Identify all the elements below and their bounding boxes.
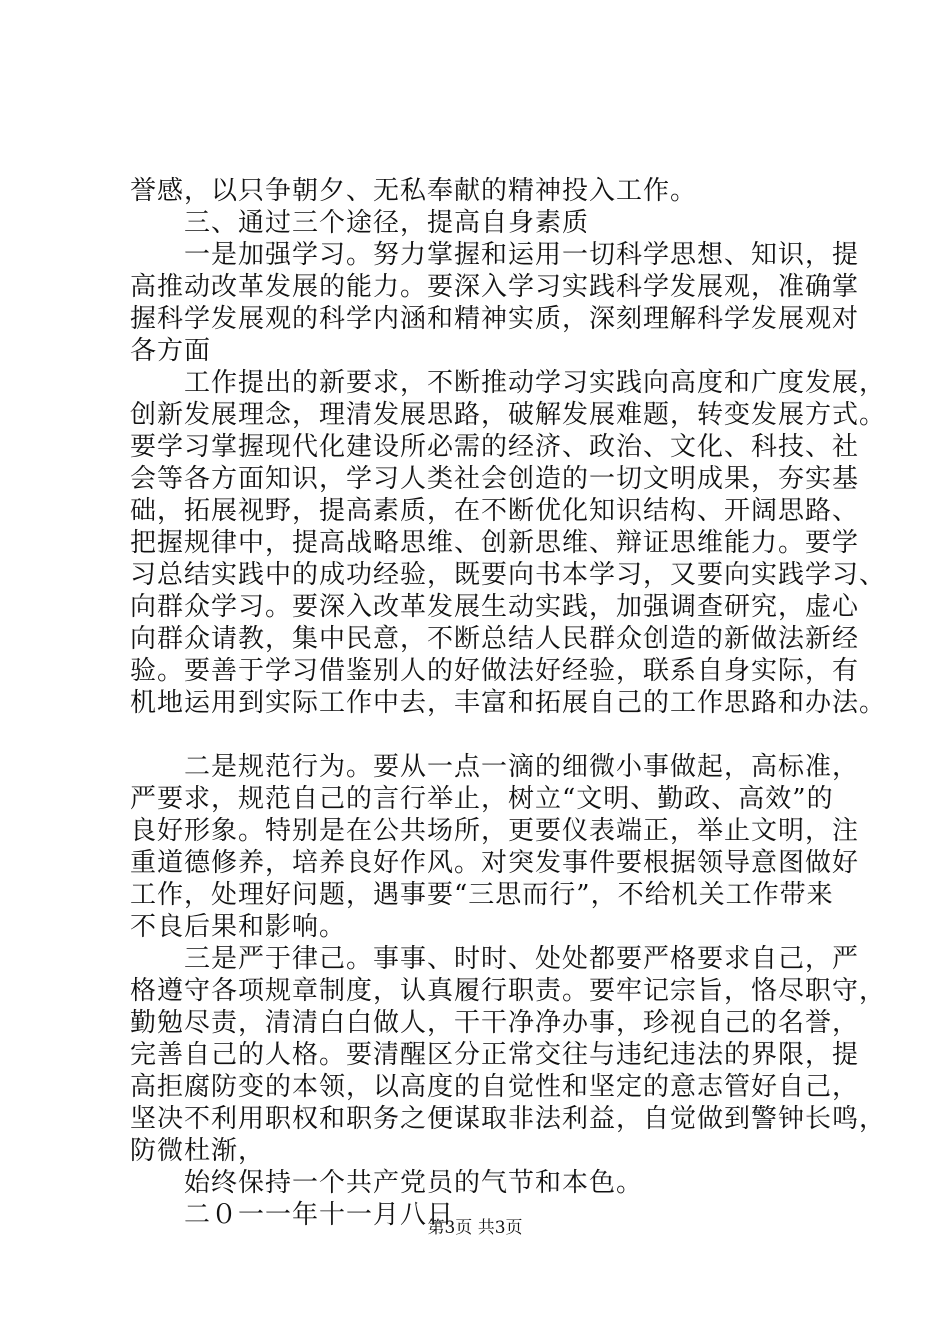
body-line: 础，拓展视野，提高素质，在不断优化知识结构、开阔思路、 [130,496,860,526]
body-line: 良好形象。特别是在公共场所，更要仪表端正，举止文明，注 [130,816,860,846]
body-line: 习总结实践中的成功经验，既要向书本学习，又要向实践学习、 [130,560,887,590]
body-line: 握科学发展观的科学内涵和精神实质，深刻理解科学发展观对 [130,304,860,334]
body-line: 誉感，以只争朝夕、无私奉献的精神投入工作。 [130,176,698,206]
page-number-footer: 第3页 共3页 [427,1218,523,1238]
body-line: 向群众请教，集中民意，不断总结人民群众创造的新做法新经 [130,624,860,654]
body-line: 二是规范行为。要从一点一滴的细微小事做起，高标准， [130,752,860,782]
body-line: 一是加强学习。努力掌握和运用一切科学思想、知识，提 [130,240,860,270]
body-line: 勤勉尽责，清清白白做人，干干净净办事，珍视自己的名誉， [130,1008,860,1038]
body-line: 各方面 [130,336,212,366]
body-line: 高拒腐防变的本领，以高度的自觉性和坚定的意志管好自己， [130,1072,860,1102]
body-line: 严要求，规范自己的言行举止，树立“文明、勤政、高效”的 [130,784,834,814]
body-line: 工作提出的新要求，不断推动学习实践向高度和广度发展， [130,368,887,398]
body-line: 不良后果和影响。 [130,912,347,942]
body-line: 把握规律中，提高战略思维、创新思维、辩证思维能力。要学 [130,528,860,558]
body-line: 要学习掌握现代化建设所必需的经济、政治、文化、科技、社 [130,432,860,462]
body-line: 格遵守各项规章制度，认真履行职责。要牢记宗旨，恪尽职守， [130,976,887,1006]
body-line: 防微杜渐， [130,1136,266,1166]
body-line: 工作，处理好问题，遇事要“三思而行”，不给机关工作带来 [130,880,834,910]
body-line: 完善自己的人格。要清醒区分正常交往与违纪违法的界限，提 [130,1040,860,1070]
body-line: 坚决不利用职权和职务之便谋取非法利益，自觉做到警钟长鸣， [130,1104,887,1134]
body-line: 会等各方面知识，学习人类社会创造的一切文明成果，夯实基 [130,464,860,494]
body-line: 向群众学习。要深入改革发展生动实践，加强调查研究，虚心 [130,592,860,622]
section-heading: 三、通过三个途径，提高自身素质 [130,208,590,238]
body-line: 验。要善于学习借鉴别人的好做法好经验，联系自身实际，有 [130,656,860,686]
body-line: 始终保持一个共产党员的气节和本色。 [130,1168,644,1198]
date-line: 二０一一年十一月八日 [130,1200,455,1230]
body-line: 机地运用到实际工作中去，丰富和拓展自己的工作思路和办法。 [130,688,887,718]
body-line: 三是严于律己。事事、时时、处处都要严格要求自己，严 [130,944,860,974]
body-line: 高推动改革发展的能力。要深入学习实践科学发展观，准确掌 [130,272,860,302]
body-line: 创新发展理念，理清发展思路，破解发展难题，转变发展方式。 [130,400,887,430]
body-line: 重道德修养，培养良好作风。对突发事件要根据领导意图做好 [130,848,860,878]
